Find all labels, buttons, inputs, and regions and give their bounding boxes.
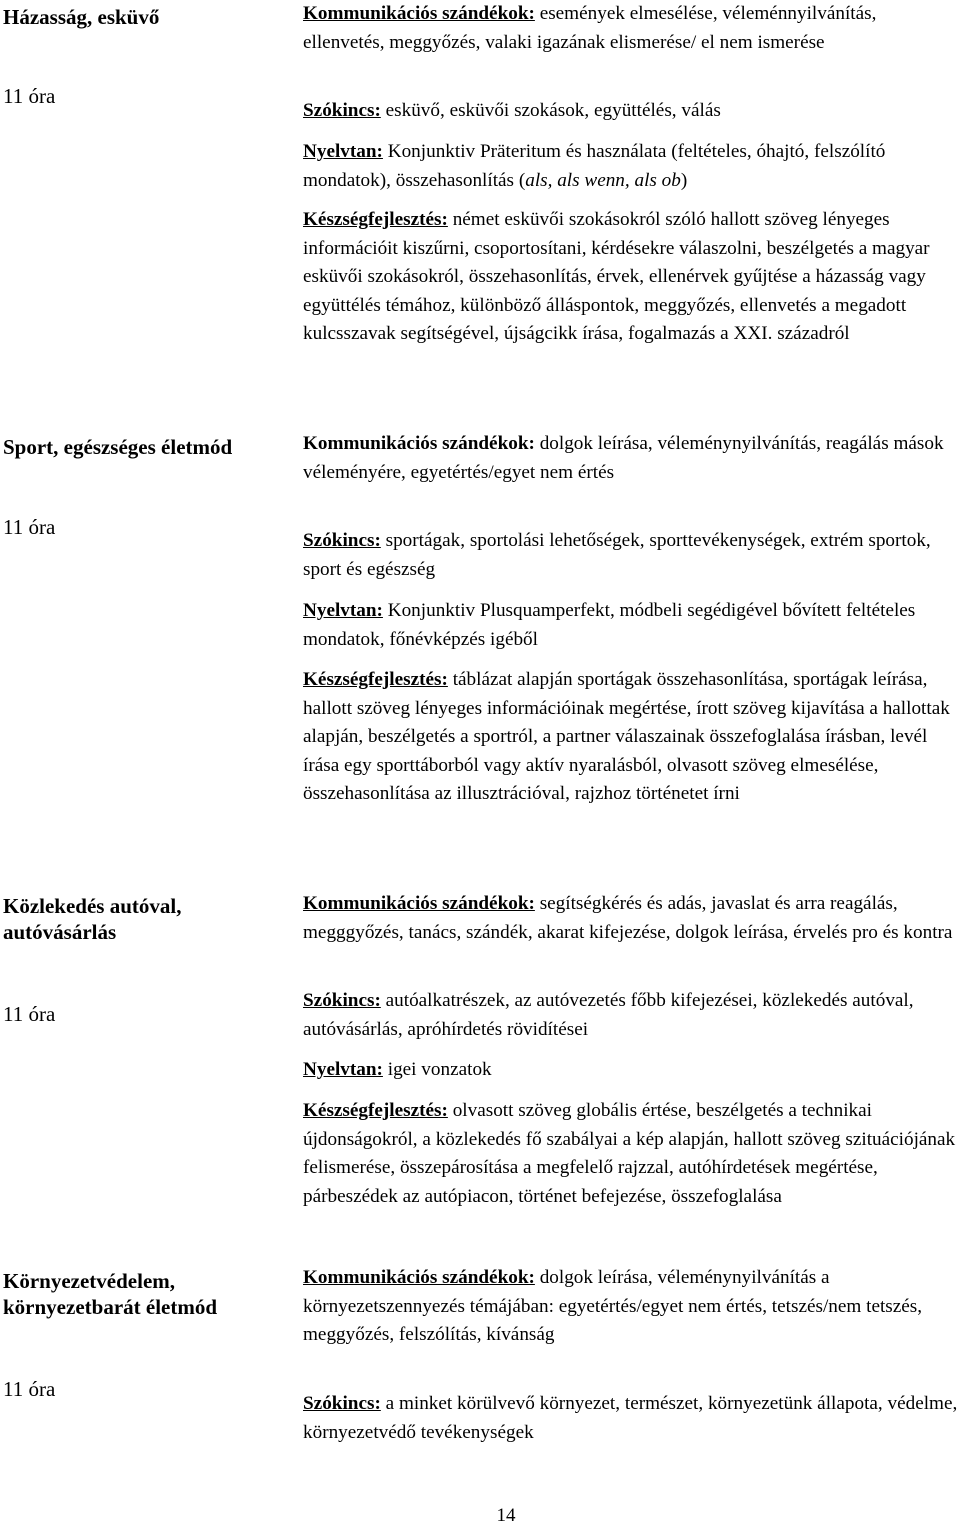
topic-title: Környezetvédelem, környezetbarát életmód <box>3 1269 218 1319</box>
text-communication: dolgok leírása, véleménynyilvánítás a környezetszennyezés témájában: egyetértés/egyet nem értés, tetszés/nem tetszés, meggyőzés, felszólítás, kívánság <box>303 1267 923 1346</box>
paragraph-vocabulary <box>303 97 959 126</box>
label-skills: Készségfejlesztés: <box>303 209 448 230</box>
label-vocabulary: Szókincs: <box>303 100 381 121</box>
text-vocabulary: autóalkatrészek, az autóvezetés főbb kifejezései, közlekedés autóval, autóvásárlás, apróhírdetés rövidítései <box>303 990 914 1040</box>
label-skills: Készségfejlesztés: <box>303 669 448 690</box>
label-communication: Kommunikációs szándékok: <box>303 893 535 914</box>
paragraph-communication <box>303 890 959 947</box>
topic-hours: 11 óra <box>3 515 56 539</box>
label-vocabulary: Szókincs: <box>303 530 381 551</box>
topic-title: Házasság, esküvő <box>3 5 160 29</box>
paragraph-grammar <box>303 1056 959 1085</box>
text-grammar-end: ) <box>680 169 688 191</box>
paragraph-vocabulary <box>303 1390 959 1447</box>
topic-hours: 11 óra <box>3 1377 56 1401</box>
topic-title: Közlekedés autóval, autóvásárlás <box>3 894 182 944</box>
label-grammar: Nyelvtan: <box>303 141 383 162</box>
text-communication: dolgok leírása, véleménynyilvánítás, reagálás mások véleményére, egyetértés/egyet nem értés <box>303 433 944 483</box>
text-grammar: igei vonzatok <box>382 1059 492 1080</box>
label-communication: Kommunikációs szándékok: <box>303 433 535 454</box>
text-vocabulary: sportágak, sportolási lehetőségek, sporttevékenységek, extrém sportok, sport és egészség <box>303 530 931 580</box>
label-skills: Készségfejlesztés: <box>303 1100 448 1121</box>
label-grammar: Nyelvtan: <box>303 600 383 621</box>
paragraph-communication <box>303 0 959 57</box>
paragraph-grammar <box>303 138 959 195</box>
text-communication: segítségkérés és adás, javaslat és arra reagálás, megggyőzés, tanács, szándék, akarat kifejezése, dolgok leírása, érvelés pro és kontra <box>303 893 953 943</box>
text-vocabulary: a minket körülvevő környezet, természet, környezetünk állapota, védelme, környezetvédő tevékenységek <box>303 1393 958 1443</box>
paragraph-communication <box>303 1264 959 1350</box>
label-communication: Kommunikációs szándékok: <box>303 3 535 24</box>
label-vocabulary: Szókincs: <box>303 1393 381 1414</box>
text-skills: német esküvői szokásokról szóló hallott szöveg lényeges információit kiszűrni, csoportosítani, kérdésekre válaszolni, beszélgetés a magyar esküvői szokásokról, összehasonlítás, érvek, ellenérvek gyűjtése a házasság vagy együttélés témához, különböző álláspontok, meggyőzés, ellenvetés a megadott kulcsszavak segítségével, újságcikk írása, fogalmazás a XXI. századról <box>303 209 930 345</box>
topic-hours: 11 óra <box>3 1002 56 1026</box>
text-vocabulary: esküvő, esküvői szokások, együttélés, válás <box>380 100 721 121</box>
label-vocabulary: Szókincs: <box>303 990 381 1011</box>
paragraph-skills <box>303 1097 959 1211</box>
text-grammar-italic: als, als wenn, als ob <box>525 169 681 191</box>
text-skills: olvasott szöveg globális értése, beszélgetés a technikai újdonságokról, a közlekedés fő szabályai a kép alapján, hallott szöveg szituációjának felismerése, összepárosítása a megfelelő rajzzal, autóhírdetések megértése, párbeszédek az autópiacon, történet befejezése, összefoglalása <box>303 1100 956 1207</box>
text-communication: események elmesélése, véleménnyilvánítás, ellenvetés, meggyőzés, valaki igazának elismerése/ el nem ismerése <box>303 3 877 53</box>
text-grammar: Konjunktiv Plusquamperfekt, módbeli segédigével bővített feltételes mondatok, főnévképzés igéből <box>303 600 916 650</box>
topic-hours: 11 óra <box>3 84 56 108</box>
text-skills: táblázat alapján sportágak összehasonlítása, sportágak leírása, hallott szöveg lényeges információinak megértése, írott szöveg kijavítása a hallottak alapján, beszélgetés a sportról, a partner válaszainak összefoglalása írásban, levél írása egy sporttáborból vagy aktív nyaralásból, olvasott szöveg elmesélése, összehasonlítása az illusztrációval, rajzhoz történetet írni <box>303 669 950 805</box>
paragraph-vocabulary <box>303 987 959 1044</box>
paragraph-grammar <box>303 597 959 654</box>
paragraph-skills <box>303 206 959 349</box>
paragraph-communication <box>303 430 959 487</box>
page-number: 14 <box>496 1505 516 1526</box>
label-grammar: Nyelvtan: <box>303 1059 383 1080</box>
topic-title: Sport, egészséges életmód <box>3 435 233 459</box>
label-communication: Kommunikációs szándékok: <box>303 1267 535 1288</box>
paragraph-skills <box>303 666 959 809</box>
text-grammar: Konjunktiv Präteritum és használata (feltételes, óhajtó, felszólító mondatok), összehasonlítás ( <box>303 141 886 191</box>
paragraph-vocabulary <box>303 527 959 584</box>
